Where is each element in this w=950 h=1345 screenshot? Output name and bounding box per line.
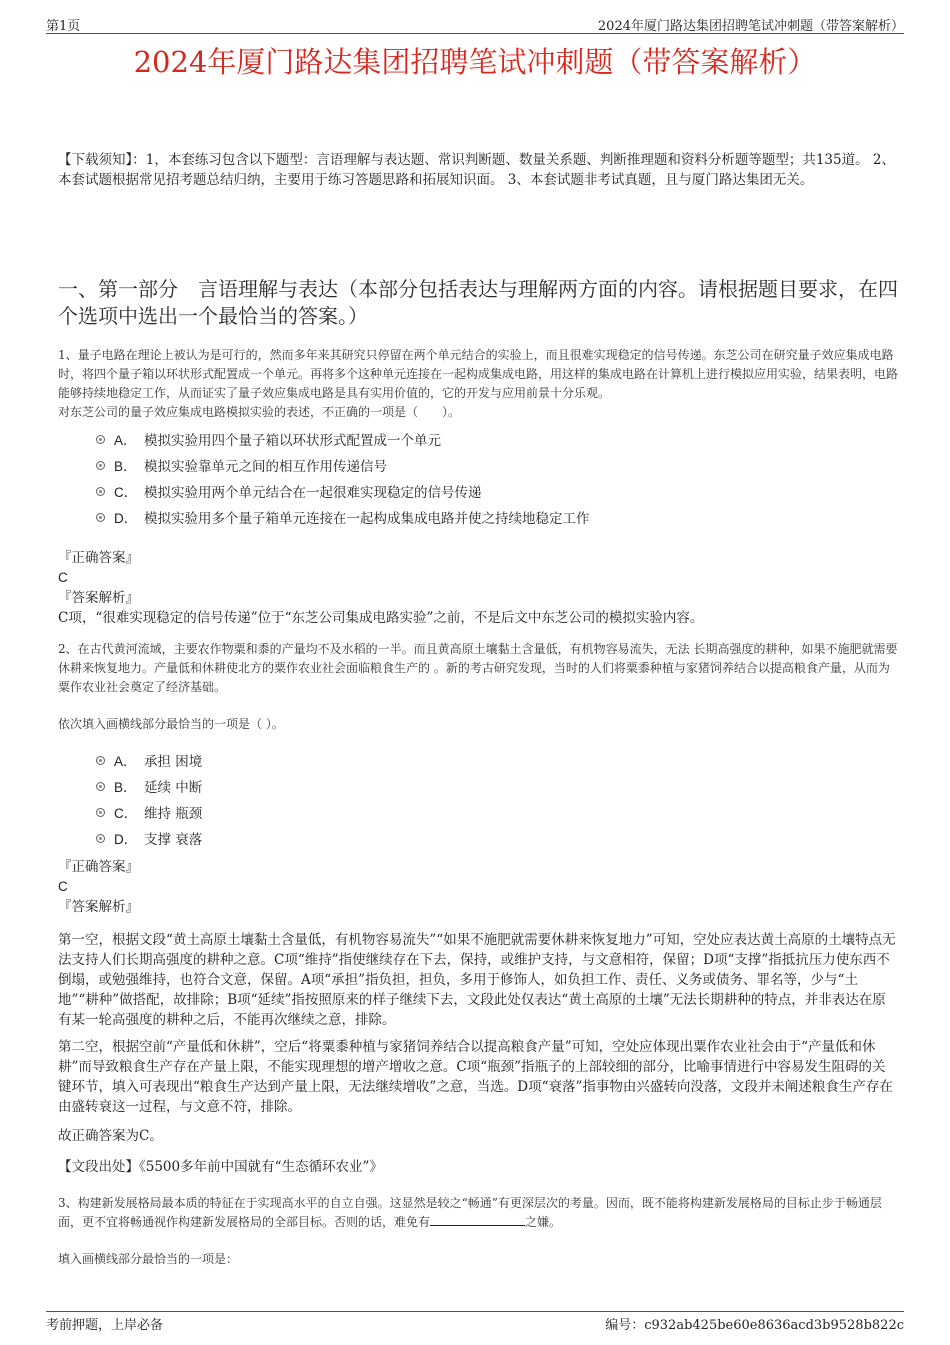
radio-icon[interactable] <box>96 782 105 791</box>
question-2-analysis-p2: 第二空，根据空前“产量低和休耕”，空后“将粟黍种植与家猪饲养结合以提高粮食产量”可知，空处应体现出粟作农业社会由于“产量低和休耕”而导致粮食生产存在产量上限，不能实现理想的增产增收之意。C项“瓶颈”指瓶子的上部较细的部分，比喻事情进行中容易发生阻碍的关键环节，填入可表现出“粮食生产达到产量上限，无法继续增收”之意，当选。D项“衰落”指事物由兴盛转向没落，文段并未阐述粮食生产存在由盛转衰这一过程，与文意不符，排除。 <box>58 1039 893 1115</box>
radio-icon[interactable] <box>96 487 105 496</box>
radio-icon[interactable] <box>96 435 105 444</box>
radio-icon[interactable] <box>96 808 105 817</box>
option-b[interactable]: B． 延续 中断 <box>96 773 202 799</box>
option-a[interactable]: A． 承担 困境 <box>96 747 202 773</box>
question-1-prompt: 对东芝公司的量子效应集成电路模拟实验的表述，不正确的一项是（ ）。 <box>58 405 461 419</box>
option-c[interactable]: C． 模拟实验用两个单元结合在一起很难实现稳定的信号传递 <box>96 478 590 504</box>
option-d[interactable]: D． 模拟实验用多个量子箱单元连接在一起构成集成电路并使之持续地稳定工作 <box>96 504 590 530</box>
question-3-prompt: 填入画横线部分最恰当的一项是： <box>58 1252 239 1266</box>
radio-icon[interactable] <box>96 513 105 522</box>
footer-divider <box>46 1311 904 1312</box>
footer-slogan: 考前押题，上岸必备 <box>46 1318 164 1333</box>
question-3-passage <box>58 1194 898 1232</box>
question-1 <box>58 346 898 422</box>
answer-label: 『正确答案』 <box>58 859 139 875</box>
analysis-label: 『答案解析』 <box>58 590 139 606</box>
option-d[interactable]: D． 支撑 衰落 <box>96 825 202 851</box>
download-notice: 【下载须知】：1，本套练习包含以下题型：言语理解与表达题、常识判断题、数量关系题、判断推理题和资料分析题等题型；共135道。 2、本套试题根据常见招考题总结归纳，主要用于练习答题思路和拓展知识面。 3、本套试题非考试真题，且与厦门路达集团无关。 <box>58 152 895 188</box>
question-3-text-before: 3、构建新发展格局最本质的特征在于实现高水平的自立自强。这显然是较之“畅通”有更深层次的考量。因而，既不能将构建新发展格局的目标止步于畅通层面，更不宜将畅通视作构建新发展格局的全部目标。否则的话，难免有 <box>58 1196 882 1229</box>
question-2-options <box>96 747 202 851</box>
footer-doc-id: 编号：c932ab425be60e8636acd3b9528b822c <box>605 1318 904 1333</box>
answer-value: C <box>58 570 68 585</box>
analysis-label: 『答案解析』 <box>58 899 139 915</box>
question-2-conclusion: 故正确答案为C。 <box>58 1128 163 1144</box>
radio-icon[interactable] <box>96 756 105 765</box>
question-2-source: 【文段出处】《5500多年前中国就有“生态循环农业”》 <box>58 1159 383 1175</box>
question-2-passage: 2、在古代黄河流域，主要农作物粟和黍的产量均不及水稻的一半。而且黄高原土壤黏土含量低，有机物容易流失，无法 长期高强度的耕种，如果不施肥就需要休耕来恢复地力。产量低和休耕使北方的粟作农业社会面临粮食生产的 。新的考古研究发现，当时的人们将粟黍种植与家猪饲养结合以提高粮食产量，从而为粟作农业社会奠定了经济基础。 <box>58 642 898 694</box>
option-c[interactable]: C． 维持 瓶颈 <box>96 799 202 825</box>
analysis-text: C项，“很难实现稳定的信号传递”位于“东芝公司集成电路实验”之前，不是后文中东芝公司的模拟实验内容。 <box>58 610 704 626</box>
page-title: 2024年厦门路达集团招聘笔试冲刺题（带答案解析） <box>133 45 817 79</box>
radio-icon[interactable] <box>96 834 105 843</box>
option-b[interactable]: B． 模拟实验靠单元之间的相互作用传递信号 <box>96 452 590 478</box>
question-1-passage: 1、量子电路在理论上被认为是可行的，然而多年来其研究只停留在两个单元结合的实验上，而且很难实现稳定的信号传递。东芝公司在研究量子效应集成电路时，将四个量子箱以环状形式配置成一个单元。再将多个这种单元连接在一起构成集成电路，用这样的集成电路在计算机上进行模拟应用实验，结果表明，电路能够持续地稳定工作，从而证实了量子效应集成电路是具有实用价值的，它的开发与应用前景十分乐观。 <box>58 348 899 400</box>
question-1-options <box>96 426 590 530</box>
question-3-text-after: 之嫌。 <box>525 1215 562 1229</box>
question-1-answer-block <box>58 548 898 628</box>
question-2-analysis-p1: 第一空，根据文段“黄土高原土壤黏土含量低，有机物容易流失”“如果不施肥就需要休耕来恢复地力”可知，空处应表达黄土高原的土壤特点无法支持人们长期高强度的耕种之意。C项“维持”指使继续存在下去，保持，或维护支持，与文意相符，保留；D项“支撑”指抵抗压力使东西不倒塌，或勉强维持，也符合文意，保留。A项“承担”指负担，担负，多用于修饰人，如负担工作、责任、义务或债务、罪名等，少与“土地”“耕种”做搭配，故排除；B项“延续”指按照原来的样子继续下去，文段此处仅表达“黄土高原的土壤”无法长期耕种的特点，并非表达在原有某一轮高强度的耕种之后，不能再次继续之意，排除。 <box>58 932 896 1028</box>
section-heading: 一、第一部分 言语理解与表达（本部分包括表达与理解两方面的内容。请根据题目要求，在四个选项中选出一个最恰当的答案。） <box>58 277 898 328</box>
question-2-answer-block <box>58 857 898 917</box>
option-a[interactable]: A． 模拟实验用四个量子箱以环状形式配置成一个单元 <box>96 426 590 452</box>
answer-value: C <box>58 879 68 894</box>
answer-label: 『正确答案』 <box>58 550 139 566</box>
header-doc-title: 2024年厦门路达集团招聘笔试冲刺题（带答案解析） <box>597 19 904 34</box>
header-page-number: 第1页 <box>46 19 81 34</box>
fill-blank <box>430 1213 525 1226</box>
radio-icon[interactable] <box>96 461 105 470</box>
question-2-prompt: 依次填入画横线部分最恰当的一项是（ ）。 <box>58 717 284 731</box>
header-divider <box>46 33 904 34</box>
